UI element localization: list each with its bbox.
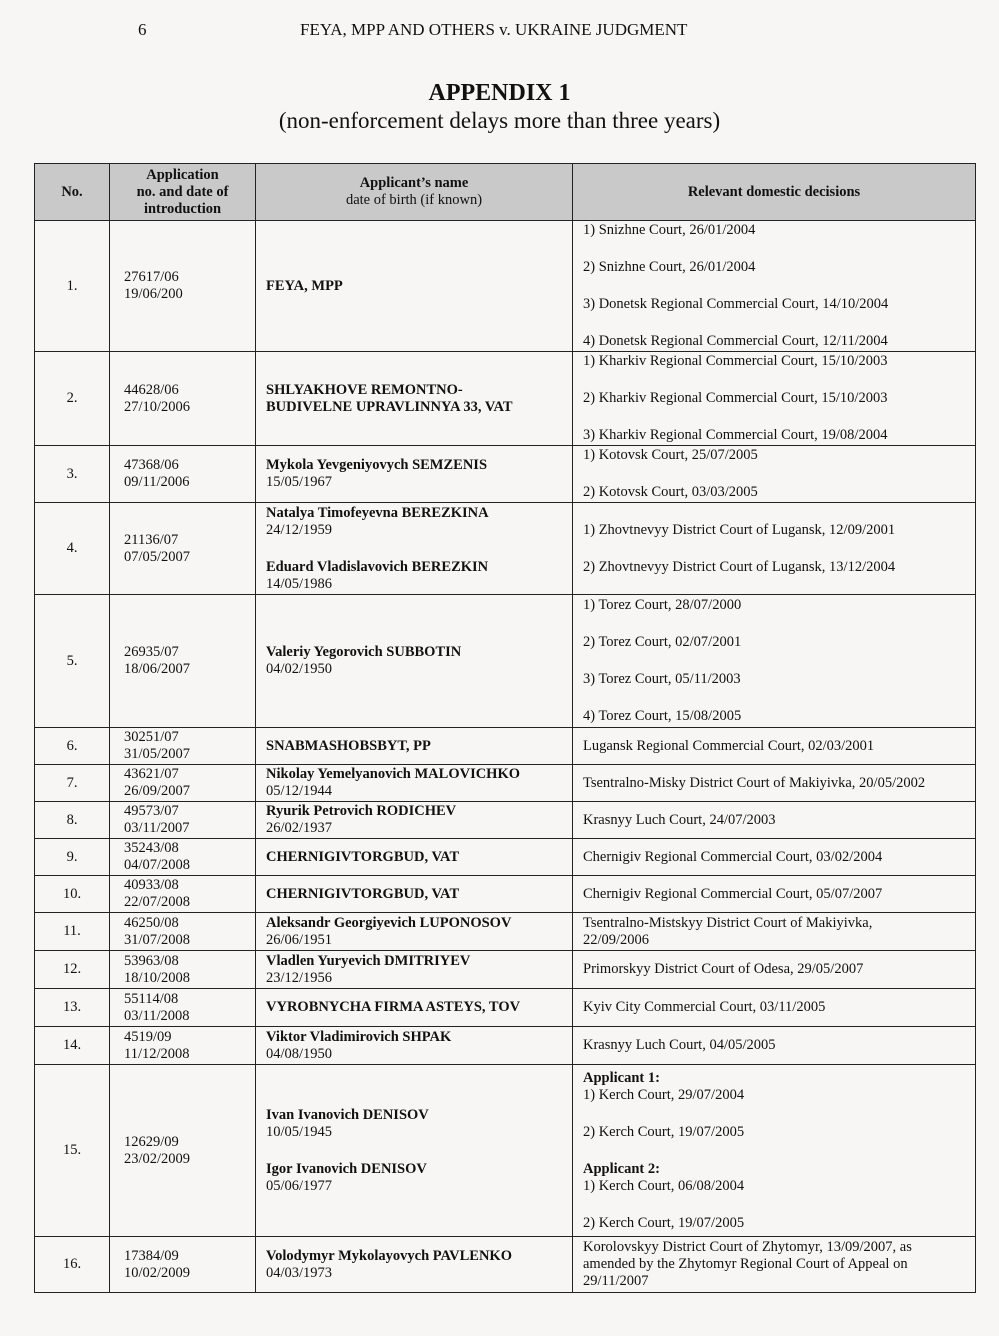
application-number: 30251/07 <box>124 729 179 745</box>
decisions-cell <box>573 802 976 839</box>
application-cell <box>110 1237 256 1293</box>
application-cell <box>110 765 256 802</box>
decision: 2) Kerch Court, 19/07/2005 <box>583 1123 745 1140</box>
decision: Chernigiv Regional Commercial Court, 03/02/2004 <box>583 848 883 865</box>
row-number: 10. <box>35 876 110 913</box>
application-date: 19/06/200 <box>124 286 183 302</box>
row-number: 8. <box>35 802 110 839</box>
table-row <box>35 765 976 802</box>
table-row <box>35 989 976 1027</box>
decision: Tsentralno-Misky District Court of Makiyivka, 20/05/2002 <box>583 774 926 791</box>
application-number: 49573/07 <box>124 803 179 819</box>
applicant-label: Applicant 1: <box>583 1069 660 1086</box>
decisions-cell <box>573 728 976 765</box>
application-number: 4519/09 <box>124 1028 172 1045</box>
appendix-title: APPENDIX 1 <box>428 80 571 106</box>
application-cell <box>110 221 256 352</box>
application-cell <box>110 728 256 765</box>
table-row <box>35 503 976 595</box>
applicant-name: Mykola Yevgeniyovych SEMZENIS <box>266 457 488 473</box>
applicant-cell <box>256 1065 573 1237</box>
applicant-name: SHLYAKHOVE REMONTNO- <box>266 381 463 398</box>
application-cell <box>110 989 256 1027</box>
application-number: 53963/08 <box>124 952 179 969</box>
applicant-cell <box>256 802 573 839</box>
application-date: 03/11/2008 <box>124 1007 190 1024</box>
header-decisions: Relevant domestic decisions <box>573 164 976 221</box>
table-row <box>35 1027 976 1065</box>
row-number: 4. <box>35 503 110 595</box>
table-row <box>35 728 976 765</box>
decisions-cell <box>573 595 976 728</box>
application-date: 10/02/2009 <box>124 1264 191 1281</box>
application-number: 43621/07 <box>124 766 179 782</box>
decision: 3) Kharkiv Regional Commercial Court, 19/08/2004 <box>583 427 888 443</box>
applicant-name: CHERNIGIVTORGBUD, VAT <box>266 885 460 902</box>
application-cell <box>110 839 256 876</box>
decision: Tsentralno-Mistskyy District Court of Makiyivka, <box>583 914 873 931</box>
table-row <box>35 221 976 352</box>
application-number: 21136/07 <box>124 531 179 548</box>
decision: 3) Donetsk Regional Commercial Court, 14/10/2004 <box>583 296 889 312</box>
decision: 2) Torez Court, 02/07/2001 <box>583 634 742 650</box>
decision: 1) Snizhne Court, 26/01/2004 <box>583 222 756 238</box>
decision: 4) Donetsk Regional Commercial Court, 12/11/2004 <box>583 333 888 349</box>
applicant-name: Igor Ivanovich DENISOV <box>266 1160 427 1177</box>
decisions-cell <box>573 765 976 802</box>
appendix-subtitle: (non-enforcement delays more than three years) <box>278 108 721 133</box>
applicant-name: Vladlen Yuryevich DMITRIYEV <box>266 952 471 969</box>
decision: 29/11/2007 <box>583 1273 649 1289</box>
application-number: 27617/06 <box>124 269 179 285</box>
application-number: 12629/09 <box>124 1133 179 1150</box>
decisions-cell <box>573 1065 976 1237</box>
header-applicant-line: date of birth (if known) <box>345 192 483 208</box>
row-number: 16. <box>35 1237 110 1293</box>
table-row <box>35 802 976 839</box>
applicant-name: Ivan Ivanovich DENISOV <box>266 1106 429 1123</box>
table-row <box>35 951 976 989</box>
decision: 1) Zhovtnevyy District Court of Lugansk, 12/09/2001 <box>583 521 896 538</box>
applicant-dob: 04/08/1950 <box>266 1045 333 1062</box>
application-cell <box>110 913 256 951</box>
application-date: 27/10/2006 <box>124 398 191 415</box>
application-cell <box>110 352 256 446</box>
header-applicant-line: Applicant’s name <box>359 175 469 191</box>
row-number: 15. <box>35 1065 110 1237</box>
applicant-name: Valeriy Yegorovich SUBBOTIN <box>266 644 462 660</box>
applicant-name: Nikolay Yemelyanovich MALOVICHKO <box>266 766 521 782</box>
applicant-dob: 24/12/1959 <box>266 521 333 538</box>
decision: amended by the Zhytomyr Regional Court of Appeal on <box>583 1256 908 1272</box>
application-cell <box>110 503 256 595</box>
header-application-line: introduction <box>143 200 222 217</box>
applicant-cell <box>256 352 573 446</box>
header-application <box>110 164 256 221</box>
decision: 4) Torez Court, 15/08/2005 <box>583 708 742 724</box>
applicant-dob: 10/05/1945 <box>266 1123 333 1140</box>
applicant-cell <box>256 503 573 595</box>
decision: Chernigiv Regional Commercial Court, 05/07/2007 <box>583 885 883 902</box>
application-date: 23/02/2009 <box>124 1150 191 1167</box>
applicant-dob: 15/05/1967 <box>266 474 333 490</box>
application-number: 44628/06 <box>124 381 179 398</box>
application-cell <box>110 1065 256 1237</box>
row-number: 5. <box>35 595 110 728</box>
applicant-cell <box>256 1027 573 1065</box>
decision: 2) Kharkiv Regional Commercial Court, 15/10/2003 <box>583 390 888 406</box>
running-title: FEYA, MPP AND OTHERS v. UKRAINE JUDGMENT <box>300 20 688 39</box>
application-date: 31/05/2007 <box>124 746 191 762</box>
application-date: 09/11/2006 <box>124 474 190 490</box>
application-cell <box>110 1027 256 1065</box>
row-number: 6. <box>35 728 110 765</box>
application-number: 35243/08 <box>124 840 179 856</box>
decision: 2) Kotovsk Court, 03/03/2005 <box>583 484 758 500</box>
applicant-dob: 23/12/1956 <box>266 969 333 986</box>
application-date: 18/10/2008 <box>124 969 191 986</box>
application-date: 31/07/2008 <box>124 931 191 948</box>
application-date: 04/07/2008 <box>124 857 191 873</box>
decision: 2) Snizhne Court, 26/01/2004 <box>583 259 756 275</box>
applicant-dob: 26/02/1937 <box>266 820 333 836</box>
decision: 1) Kerch Court, 06/08/2004 <box>583 1177 745 1194</box>
applicant-cell <box>256 989 573 1027</box>
decisions-cell <box>573 1237 976 1293</box>
decision: Korolovskyy District Court of Zhytomyr, 13/09/2007, as <box>583 1239 912 1255</box>
applicant-name: Natalya Timofeyevna BEREZKINA <box>266 504 489 521</box>
application-number: 55114/08 <box>124 990 179 1007</box>
application-date: 11/12/2008 <box>124 1045 190 1062</box>
table-row <box>35 1065 976 1237</box>
table-row <box>35 839 976 876</box>
decisions-cell <box>573 446 976 503</box>
application-date: 18/06/2007 <box>124 661 191 677</box>
application-cell <box>110 802 256 839</box>
decisions-cell <box>573 839 976 876</box>
applicant-cell <box>256 913 573 951</box>
applicant-cell <box>256 765 573 802</box>
applicant-dob: 04/02/1950 <box>266 661 333 677</box>
applicant-name: Eduard Vladislavovich BEREZKIN <box>266 558 489 575</box>
decisions-cell <box>573 989 976 1027</box>
table-row <box>35 1237 976 1293</box>
table-row <box>35 876 976 913</box>
applicant-name: BUDIVELNE UPRAVLINNYA 33, VAT <box>266 398 513 415</box>
decisions-cell <box>573 876 976 913</box>
decisions-cell <box>573 352 976 446</box>
application-cell <box>110 446 256 503</box>
applicant-cell <box>256 1237 573 1293</box>
row-number: 13. <box>35 989 110 1027</box>
applicant-name: CHERNIGIVTORGBUD, VAT <box>266 848 460 865</box>
table-row <box>35 446 976 503</box>
row-number: 3. <box>35 446 110 503</box>
row-number: 2. <box>35 352 110 446</box>
applicant-name: SNABMASHOBSBYT, PP <box>266 737 431 754</box>
applicant-dob: 05/12/1944 <box>266 783 333 799</box>
decision: Lugansk Regional Commercial Court, 02/03/2001 <box>583 737 875 754</box>
application-number: 17384/09 <box>124 1247 179 1264</box>
application-number: 47368/06 <box>124 457 179 473</box>
application-cell <box>110 876 256 913</box>
applicant-name: Ryurik Petrovich RODICHEV <box>266 803 457 819</box>
decision: 2) Zhovtnevyy District Court of Lugansk, 13/12/2004 <box>583 558 896 575</box>
applicant-dob: 26/06/1951 <box>266 931 333 948</box>
decisions-cell <box>573 503 976 595</box>
application-number: 46250/08 <box>124 914 179 931</box>
applicant-cell <box>256 951 573 989</box>
applicant-cell <box>256 221 573 352</box>
application-date: 07/05/2007 <box>124 548 191 565</box>
table-row <box>35 352 976 446</box>
decision: 2) Kerch Court, 19/07/2005 <box>583 1214 745 1231</box>
row-number: 12. <box>35 951 110 989</box>
applicant-cell <box>256 728 573 765</box>
row-number: 7. <box>35 765 110 802</box>
decision: Kyiv City Commercial Court, 03/11/2005 <box>583 999 826 1015</box>
decision: 3) Torez Court, 05/11/2003 <box>583 671 741 687</box>
decision: Primorskyy District Court of Odesa, 29/05/2007 <box>583 961 864 977</box>
decision: 1) Torez Court, 28/07/2000 <box>583 597 742 613</box>
table-header-row <box>35 164 976 221</box>
applicant-cell <box>256 876 573 913</box>
applicant-name: VYROBNYCHA FIRMA ASTEYS, TOV <box>266 999 521 1015</box>
row-number: 14. <box>35 1027 110 1065</box>
row-number: 9. <box>35 839 110 876</box>
applicant-dob: 14/05/1986 <box>266 575 333 592</box>
decision: Krasnyy Luch Court, 24/07/2003 <box>583 811 776 828</box>
header-application-line: Application <box>146 166 219 183</box>
applicant-name: Viktor Vladimirovich SHPAK <box>266 1028 452 1045</box>
header-applicant <box>256 164 573 221</box>
applicant-cell <box>256 446 573 503</box>
page-number: 6 <box>138 20 147 39</box>
applications-table <box>34 163 976 1293</box>
applicant-dob: 04/03/1973 <box>266 1264 333 1281</box>
application-cell <box>110 595 256 728</box>
decisions-cell <box>573 1027 976 1065</box>
applicant-dob: 05/06/1977 <box>266 1177 333 1194</box>
header-no: No. <box>35 164 110 221</box>
decisions-cell <box>573 221 976 352</box>
decision: 1) Kotovsk Court, 25/07/2005 <box>583 447 758 463</box>
applicant-cell <box>256 595 573 728</box>
application-number: 40933/08 <box>124 877 179 893</box>
decision: 1) Kharkiv Regional Commercial Court, 15/10/2003 <box>583 353 888 369</box>
application-date: 03/11/2007 <box>124 820 190 836</box>
row-number: 11. <box>35 913 110 951</box>
applicant-name: FEYA, MPP <box>266 277 343 294</box>
decisions-cell <box>573 913 976 951</box>
decision: Krasnyy Luch Court, 04/05/2005 <box>583 1037 776 1053</box>
decision: 22/09/2006 <box>583 931 650 948</box>
table-row <box>35 913 976 951</box>
applicant-label: Applicant 2: <box>583 1160 660 1177</box>
applicant-name: Aleksandr Georgiyevich LUPONOSOV <box>266 914 512 931</box>
application-date: 26/09/2007 <box>124 783 191 799</box>
table-row <box>35 595 976 728</box>
decision: 1) Kerch Court, 29/07/2004 <box>583 1086 745 1103</box>
application-cell <box>110 951 256 989</box>
application-number: 26935/07 <box>124 644 179 660</box>
application-date: 22/07/2008 <box>124 894 191 910</box>
decisions-cell <box>573 951 976 989</box>
row-number: 1. <box>35 221 110 352</box>
applicant-cell <box>256 839 573 876</box>
applicant-name: Volodymyr Mykolayovych PAVLENKO <box>266 1247 512 1264</box>
header-application-line: no. and date of <box>136 183 229 200</box>
